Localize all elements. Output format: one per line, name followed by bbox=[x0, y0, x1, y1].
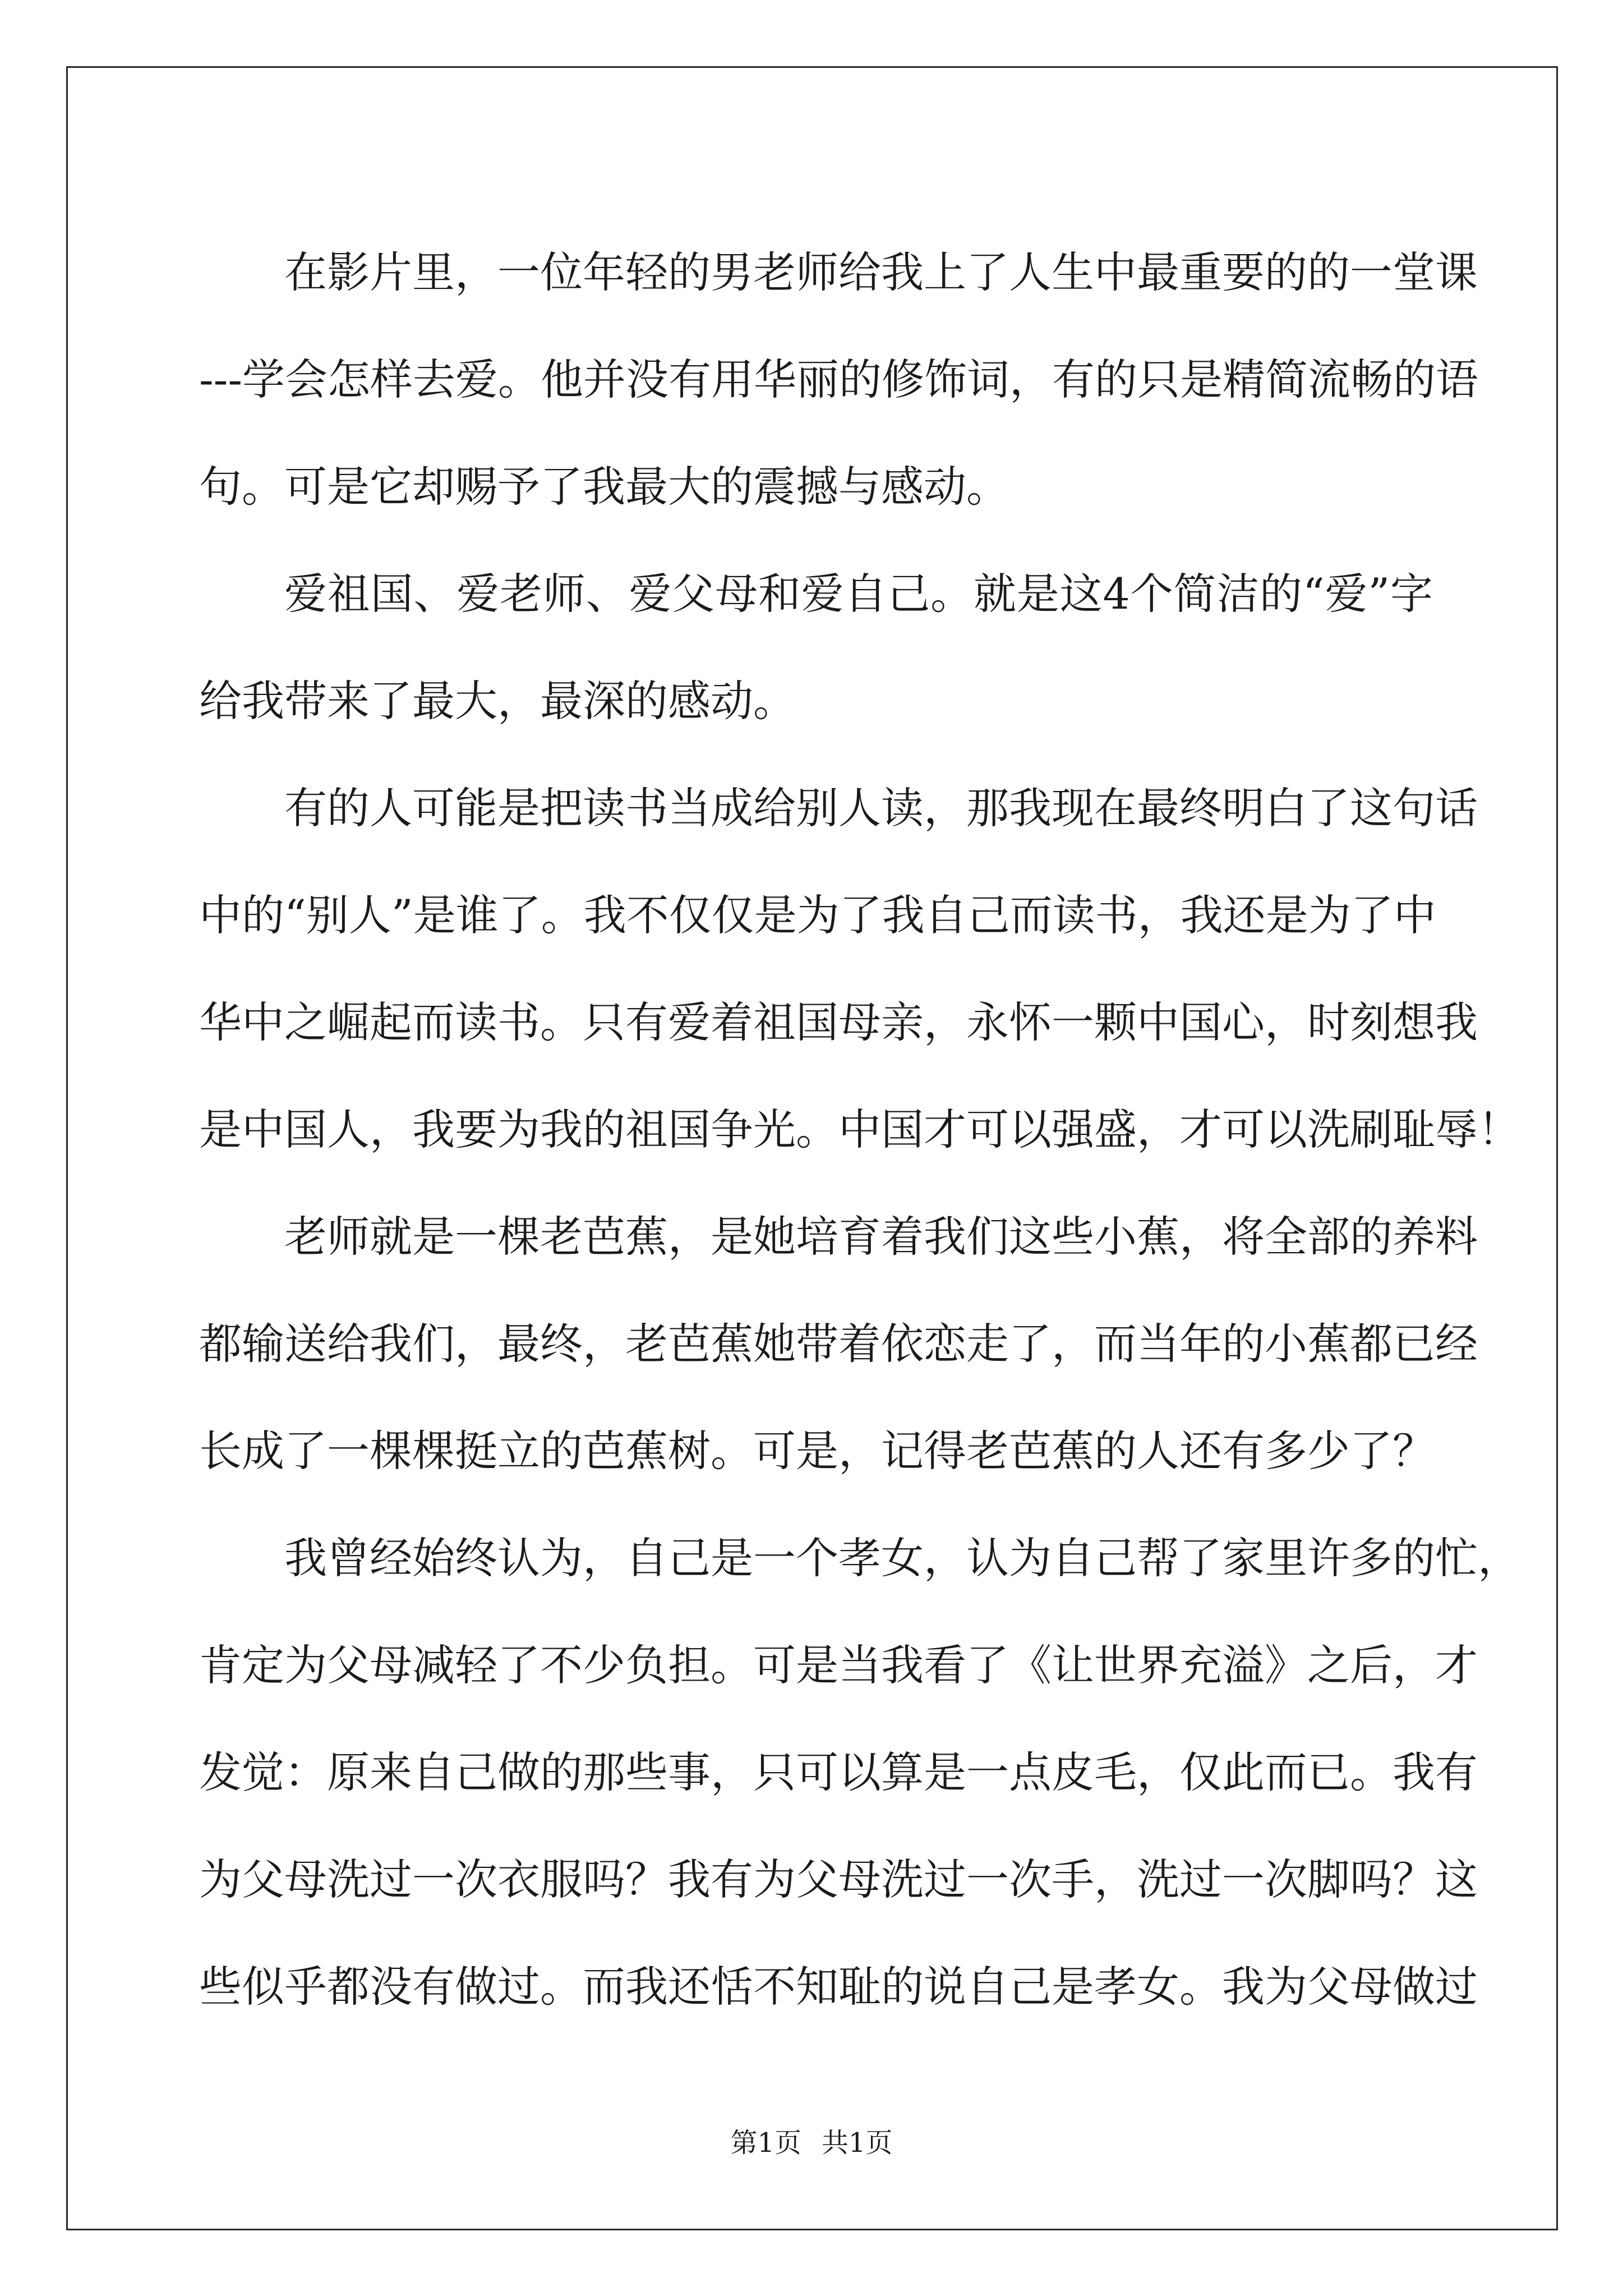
document-body bbox=[199, 219, 1520, 2040]
text-line: 有的人可能是把读书当成给别人读，那我现在最终明白了这句话 bbox=[284, 783, 1478, 833]
text-line: 为父母洗过一次衣服吗？我有为父母洗过一次手，洗过一次脚吗？这 bbox=[199, 1855, 1478, 1904]
page-number: 第1页 bbox=[730, 2127, 801, 2159]
text-line: 是中国人，我要为我的祖国争光。中国才可以强盛，才可以洗刷耻辱！ bbox=[199, 1105, 1520, 1154]
text-line: ---学会怎样去爱。他并没有用华丽的修饰词，有的只是精简流畅的语 bbox=[199, 355, 1479, 404]
page-total: 共1页 bbox=[822, 2127, 893, 2159]
text-line: 些似乎都没有做过。而我还恬不知耻的说自己是孝女。我为父母做过 bbox=[199, 1962, 1478, 2012]
text-line: 华中之崛起而读书。只有爱着祖国母亲，永怀一颗中国心，时刻想我 bbox=[199, 997, 1478, 1047]
text-line: 在影片里，一位年轻的男老师给我上了人生中最重要的的一堂课 bbox=[284, 247, 1478, 297]
text-line: 长成了一棵棵挺立的芭蕉树。可是，记得老芭蕉的人还有多少了？ bbox=[199, 1426, 1435, 1476]
text-line: 肯定为父母减轻了不少负担。可是当我看了《让世界充溢》之后，才 bbox=[199, 1640, 1478, 1690]
text-line: 爱祖国、爱老师、爱父母和爱自己。就是这4个简洁的“爱”字 bbox=[284, 569, 1433, 619]
page-footer bbox=[0, 2126, 1623, 2160]
text-line: 中的“别人”是谁了。我不仅仅是为了我自己而读书，我还是为了中 bbox=[199, 890, 1436, 940]
text-line: 给我带来了最大，最深的感动。 bbox=[199, 676, 796, 726]
text-line: 老师就是一棵老芭蕉，是她培育着我们这些小蕉，将全部的养料 bbox=[284, 1212, 1478, 1262]
text-line: 都输送给我们，最终，老芭蕉她带着依恋走了，而当年的小蕉都已经 bbox=[199, 1319, 1478, 1369]
text-line: 发觉：原来自己做的那些事，只可以算是一点皮毛，仅此而已。我有 bbox=[199, 1747, 1478, 1797]
text-line: 句。可是它却赐予了我最大的震撼与感动。 bbox=[199, 462, 1009, 512]
text-line: 我曾经始终认为，自己是一个孝女，认为自己帮了家里许多的忙， bbox=[284, 1533, 1520, 1583]
